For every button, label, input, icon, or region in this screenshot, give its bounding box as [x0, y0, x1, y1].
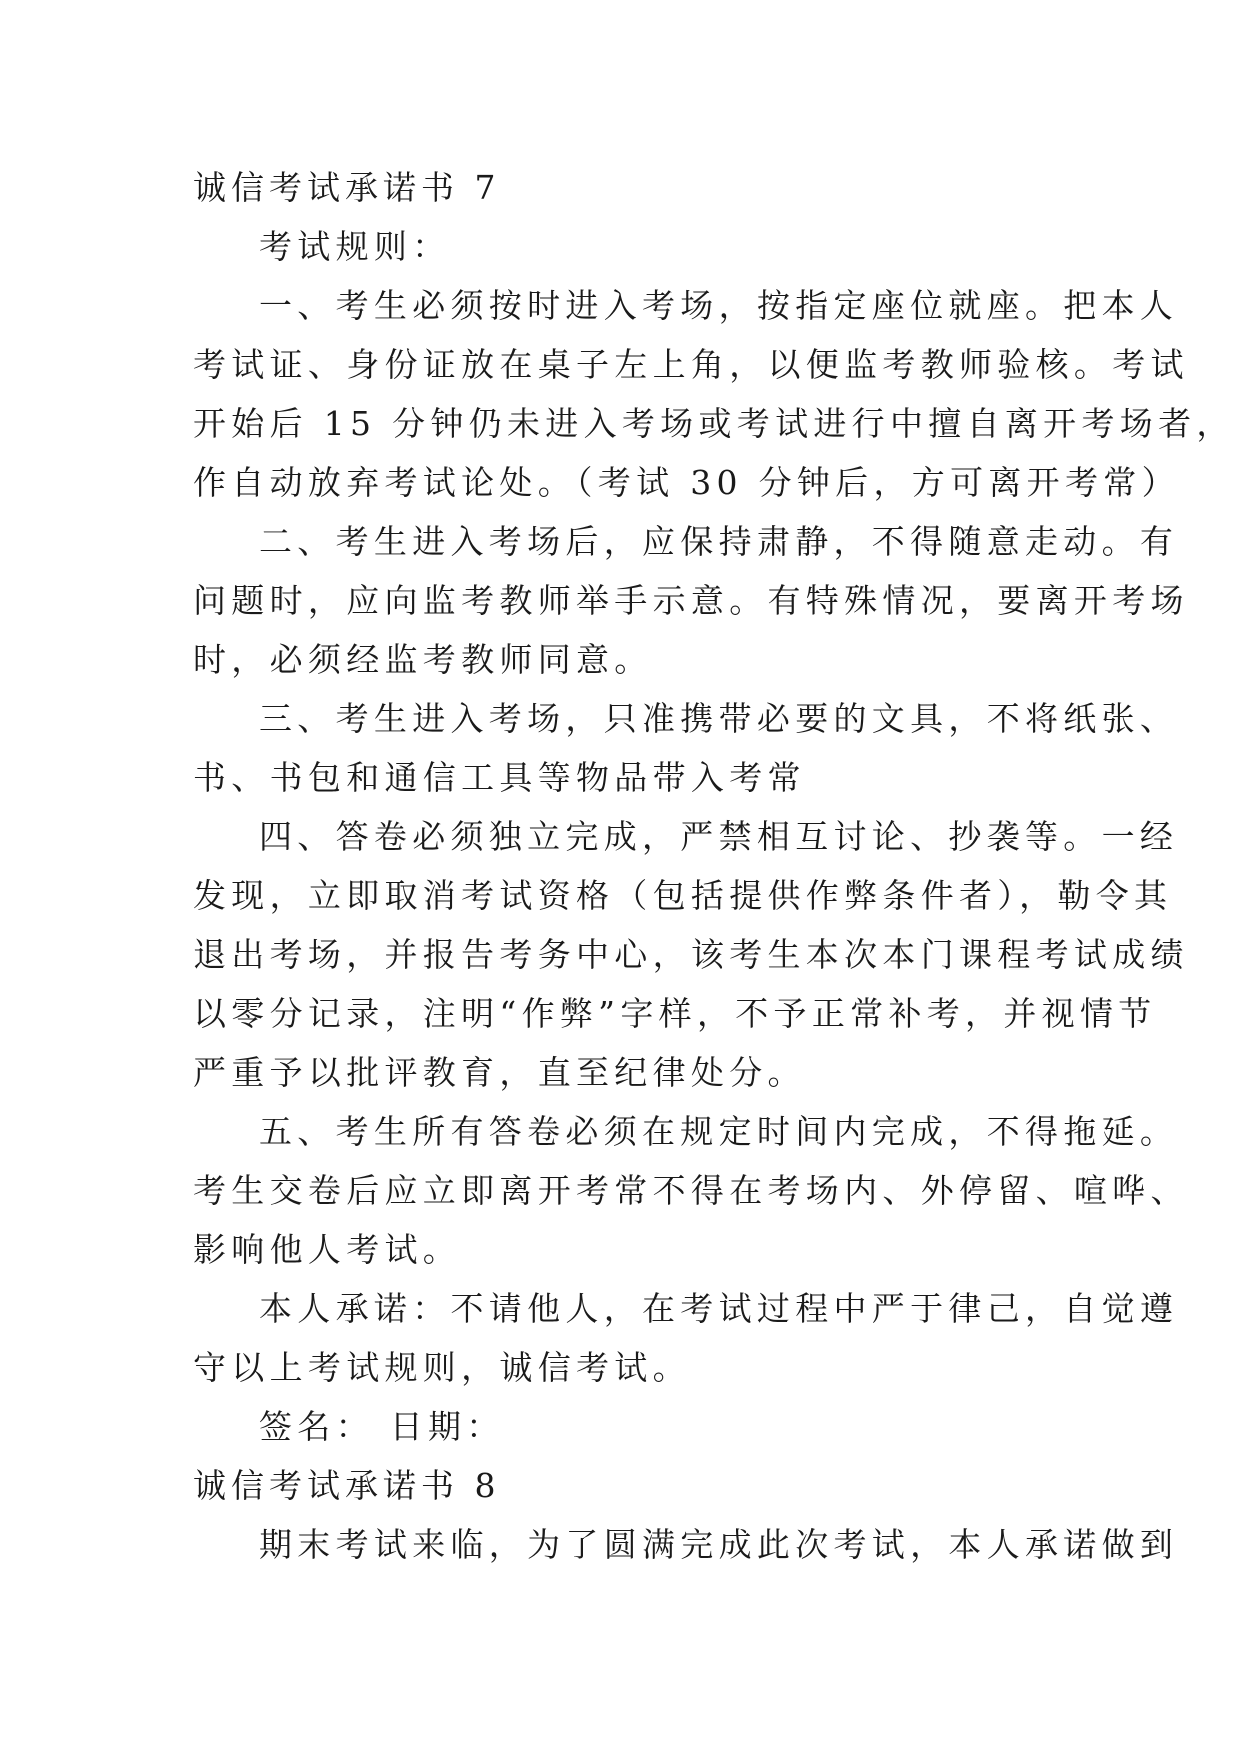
paragraph-line: 五、考生所有答卷必须在规定时间内完成，不得拖延。 — [259, 1112, 1179, 1151]
rules-heading: 考试规则： — [259, 227, 451, 266]
paragraph-line: 三、考生进入考场，只准携带必要的文具，不将纸张、 — [259, 699, 1179, 738]
paragraph-line: 四、答卷必须独立完成，严禁相互讨论、抄袭等。一经 — [259, 817, 1179, 856]
paragraph-line: 以零分记录，注明“作弊”字样，不予正常补考，并视情节 — [193, 994, 1157, 1033]
paragraph-line: 严重予以批评教育，直至纪律处分。 — [193, 1053, 806, 1092]
paragraph-line: 退出考场，并报告考务中心，该考生本次本门课程考试成绩 — [193, 935, 1189, 974]
paragraph-line: 期末考试来临，为了圆满完成此次考试，本人承诺做到 — [259, 1525, 1179, 1564]
section-title: 诚信考试承诺书 7 — [193, 168, 501, 207]
paragraph-line: 作自动放弃考试论处。（考试 30 分钟后，方可离开考常） — [193, 463, 1180, 502]
section-title: 诚信考试承诺书 8 — [193, 1466, 501, 1505]
pledge-line: 守以上考试规则，诚信考试。 — [193, 1348, 691, 1387]
paragraph-line: 时，必须经监考教师同意。 — [193, 640, 653, 679]
paragraph-line: 开始后 15 分钟仍未进入考场或考试进行中擅自离开考场者， — [193, 404, 1235, 443]
paragraph-line: 影响他人考试。 — [193, 1230, 462, 1269]
document-page — [193, 158, 1235, 1574]
paragraph-line: 问题时，应向监考教师举手示意。有特殊情况，要离开考场 — [193, 581, 1189, 620]
paragraph-line: 考生交卷后应立即离开考常不得在考场内、外停留、喧哗、 — [193, 1171, 1189, 1210]
paragraph-line: 一、考生必须按时进入考场，按指定座位就座。把本人 — [259, 286, 1179, 325]
paragraph-line: 发现，立即取消考试资格（包括提供作弊条件者），勒令其 — [193, 876, 1173, 915]
signature-date-line: 签名： 日期： — [259, 1407, 505, 1446]
paragraph-line: 书、书包和通信工具等物品带入考常 — [193, 758, 806, 797]
pledge-line: 本人承诺：不请他人，在考试过程中严于律己，自觉遵 — [259, 1289, 1179, 1328]
paragraph-line: 考试证、身份证放在桌子左上角，以便监考教师验核。考试 — [193, 345, 1189, 384]
paragraph-line: 二、考生进入考场后，应保持肃静，不得随意走动。有 — [259, 522, 1179, 561]
